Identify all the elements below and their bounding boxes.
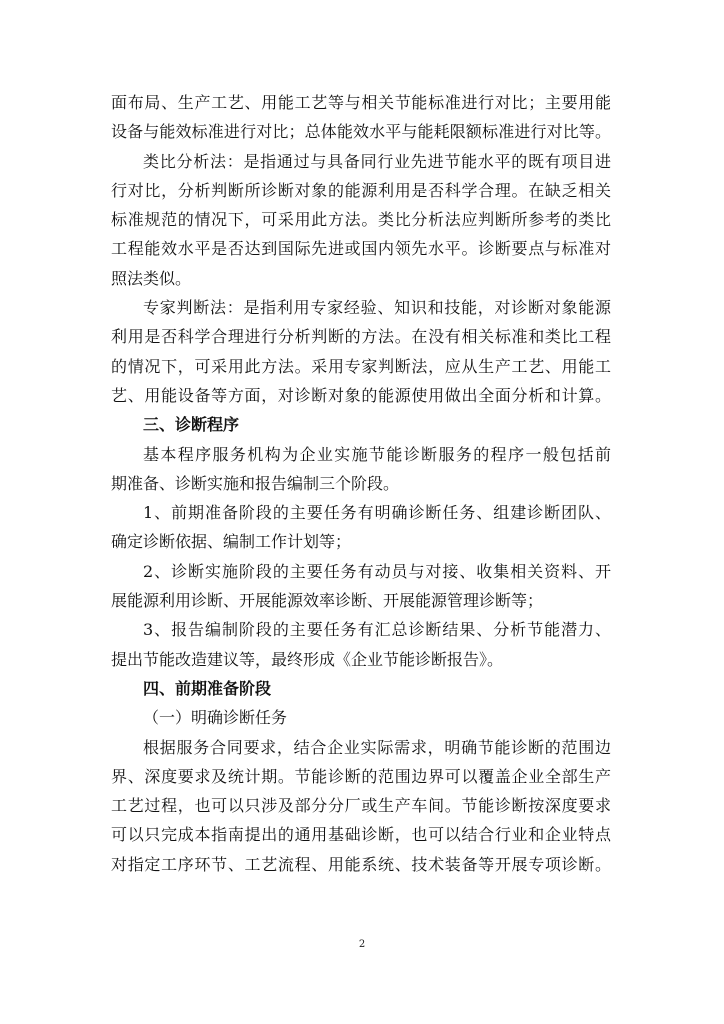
- text-line: 利用是否科学合理进行分析判断的方法。在没有相关标准和类比工程: [111, 327, 611, 347]
- paragraph-continuation: [111, 88, 611, 147]
- document-body: [111, 88, 611, 879]
- text-line: 2、诊断实施阶段的主要任务有动员与对接、收集相关资料、开: [143, 561, 611, 581]
- text-line: 标准规范的情况下，可采用此方法。类比分析法应判断所参考的类比: [111, 210, 611, 230]
- list-item-report-stage: [111, 615, 611, 674]
- text-line: 设备与能效标准进行对比；总体能效水平与能耗限额标准进行对比等。: [111, 122, 611, 142]
- text-line: 工艺过程，也可以只涉及部分分厂或生产车间。节能诊断按深度要求: [111, 796, 611, 816]
- text-line: 的情况下，可采用此方法。采用专家判断法，应从生产工艺、用能工: [111, 356, 611, 376]
- text-line: 可以只完成本指南提出的通用基础诊断，也可以结合行业和企业特点: [111, 825, 611, 845]
- text-line: 面布局、生产工艺、用能工艺等与相关节能标准进行对比；主要用能: [111, 93, 611, 112]
- subsection-heading-define-task: （一）明确诊断任务: [143, 708, 288, 728]
- text-line: 类比分析法：是指通过与具备同行业先进节能水平的既有项目进: [143, 151, 611, 171]
- paragraph-procedure-intro: [111, 440, 611, 499]
- list-item-preparation-stage: [111, 498, 611, 557]
- text-line: 界、深度要求及统计期。节能诊断的范围边界可以覆盖企业全部生产: [111, 766, 611, 786]
- text-line: 照法类似。: [111, 268, 192, 288]
- text-line: 1、前期准备阶段的主要任务有明确诊断任务、组建诊断团队、: [143, 503, 611, 523]
- list-item-implementation-stage: [111, 557, 611, 616]
- text-line: 展能源利用诊断、开展能源效率诊断、开展能源管理诊断等；: [111, 591, 544, 611]
- text-line: 3、报告编制阶段的主要任务有汇总诊断结果、分析节能潜力、: [143, 620, 611, 640]
- text-line: 专家判断法：是指利用专家经验、知识和技能，对诊断对象能源: [143, 298, 611, 318]
- text-line: 提出节能改造建议等，最终形成《企业节能诊断报告》。: [111, 649, 504, 669]
- text-line: 行对比，分析判断所诊断对象的能源利用是否科学合理。在缺乏相关: [111, 180, 611, 200]
- text-line: 工程能效水平是否达到国际先进或国内领先水平。诊断要点与标准对: [111, 239, 611, 259]
- text-line: 艺、用能设备等方面，对诊断对象的能源使用做出全面分析和计算。: [111, 385, 611, 405]
- text-line: 期准备、诊断实施和报告编制三个阶段。: [111, 473, 400, 493]
- paragraph-expert-method: [111, 293, 611, 410]
- text-line: 根据服务合同要求，结合企业实际需求，明确节能诊断的范围边: [143, 737, 611, 757]
- section-heading-preparation: 四、前期准备阶段: [143, 678, 272, 698]
- paragraph-analogy-method: [111, 147, 611, 293]
- text-line: 确定诊断依据、编制工作计划等；: [111, 532, 352, 552]
- paragraph-define-task: [111, 733, 611, 879]
- text-line: 对指定工序环节、工艺流程、用能系统、技术装备等开展专项诊断。: [111, 854, 611, 874]
- section-heading-procedure: 三、诊断程序: [143, 415, 240, 435]
- page-number: 2: [358, 939, 366, 950]
- text-line: 基本程序服务机构为企业实施节能诊断服务的程序一般包括前: [143, 444, 611, 464]
